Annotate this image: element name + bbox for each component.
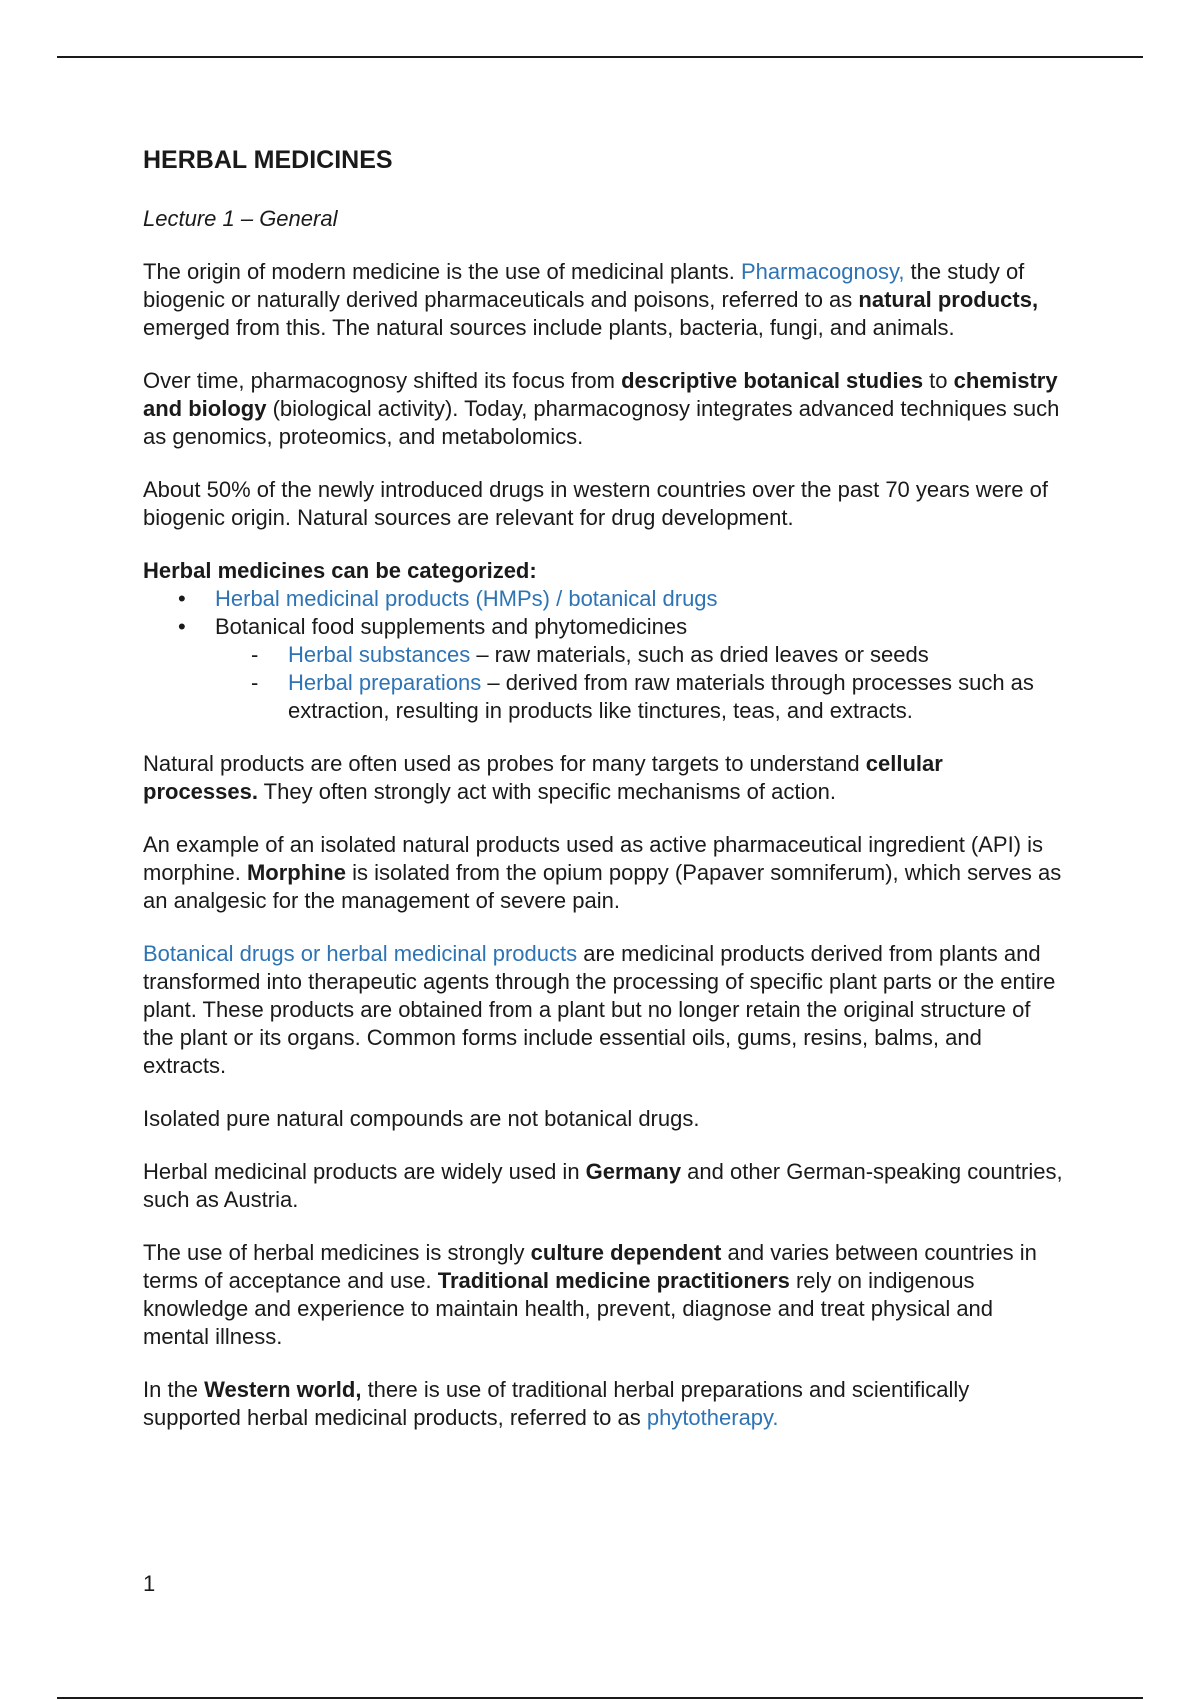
text-run: there is use of traditional herbal preparations and scientifically supported herbal medicinal products, referred to as	[143, 1377, 970, 1430]
bold-term: Traditional medicine practitioners	[437, 1268, 790, 1293]
paragraph-focus-shift	[143, 367, 1063, 451]
list-item-text: – derived from raw materials through processes such as extraction, resulting in products like tinctures, teas, and extracts.	[288, 670, 1034, 723]
botanical-drugs-link[interactable]: Botanical drugs or herbal medicinal products	[143, 941, 578, 966]
categories-heading: Herbal medicines can be categorized:	[143, 558, 537, 583]
document-body	[143, 145, 1063, 1457]
herbal-preparations-link[interactable]: Herbal preparations	[288, 670, 482, 695]
paragraph-western-world	[143, 1376, 1063, 1432]
hmp-link[interactable]: Herbal medicinal products (HMPs) / botanical drugs	[215, 586, 718, 611]
bold-term: descriptive botanical studies	[621, 368, 924, 393]
document-title: HERBAL MEDICINES	[143, 146, 393, 174]
text-run: The origin of modern medicine is the use of medicinal plants.	[143, 259, 741, 284]
text-run: the study of biogenic or naturally derived pharmaceuticals and poisons, referred to as	[143, 259, 1025, 312]
footer-rule	[57, 1697, 1143, 1699]
list-item	[143, 613, 1063, 641]
header-rule	[57, 56, 1143, 58]
bold-term: Western world,	[204, 1377, 362, 1402]
list-item-text: – raw materials, such as dried leaves or seeds	[470, 642, 929, 667]
paragraph-culture	[143, 1239, 1063, 1351]
text-run: Over time, pharmacognosy shifted its focus from	[143, 368, 622, 393]
text-run: to	[923, 368, 954, 393]
text-run: and other German-speaking countries, such as Austria.	[143, 1159, 1063, 1212]
paragraph-origin	[143, 258, 1063, 342]
bold-term: natural products,	[858, 287, 1039, 312]
paragraph-probes	[143, 750, 1063, 806]
page-number: 1	[143, 1571, 156, 1596]
bold-term: cellular processes.	[143, 751, 943, 804]
text-run: An example of an isolated natural products used as active pharmaceutical ingredient (API) is morphine.	[143, 832, 1044, 885]
herbal-substances-link[interactable]: Herbal substances	[288, 642, 471, 667]
subcategories-list	[143, 641, 1063, 725]
list-item	[143, 585, 1063, 613]
bold-term: Germany	[585, 1159, 682, 1184]
paragraph-morphine	[143, 831, 1063, 915]
list-item	[143, 641, 1063, 669]
bold-term: Morphine	[246, 860, 346, 885]
text-run: and varies between countries in terms of acceptance and use.	[143, 1240, 1037, 1293]
text-run: emerged from this. The natural sources include plants, bacteria, fungi, and animals.	[143, 315, 955, 340]
text-run: is isolated from the opium poppy (Papaver somniferum), which serves as an analgesic for the management of severe pain.	[143, 860, 1062, 913]
text-run: In the	[143, 1377, 205, 1402]
paragraph-biogenic-drugs: About 50% of the newly introduced drugs in western countries over the past 70 years were of biogenic origin. Natural sources are relevant for drug development.	[143, 477, 1048, 530]
phytotherapy-link[interactable]: phytotherapy.	[646, 1405, 779, 1430]
list-item-text: Botanical food supplements and phytomedicines	[215, 614, 688, 639]
text-run: are medicinal products derived from plants and transformed into therapeutic agents through the processing of specific plant parts or the entire plant. These products are obtained from a plant but no longer retain the original structure of the plant or its organs. Common forms include essential oils, gums, resins, balms, and extracts.	[143, 941, 1056, 1078]
text-run: They often strongly act with specific mechanisms of action.	[257, 779, 836, 804]
categories-list	[143, 585, 1063, 641]
text-run: The use of herbal medicines is strongly	[143, 1240, 531, 1265]
bold-term: chemistry and biology	[143, 368, 1058, 421]
text-run: Natural products are often used as probes for many targets to understand	[143, 751, 866, 776]
text-run: rely on indigenous knowledge and experience to maintain health, prevent, diagnose and treat physical and mental illness.	[143, 1268, 994, 1349]
paragraph-isolated-compounds: Isolated pure natural compounds are not botanical drugs.	[143, 1106, 700, 1131]
bold-term: culture dependent	[530, 1240, 722, 1265]
paragraph-germany	[143, 1158, 1063, 1214]
text-run: Herbal medicinal products are widely used in	[143, 1159, 586, 1184]
paragraph-botanical-drugs	[143, 940, 1063, 1080]
list-item	[143, 669, 1063, 725]
lecture-subtitle: Lecture 1 – General	[143, 206, 338, 231]
pharmacognosy-link[interactable]: Pharmacognosy,	[740, 259, 905, 284]
text-run: (biological activity). Today, pharmacognosy integrates advanced techniques such as genomics, proteomics, and metabolomics.	[143, 396, 1060, 449]
